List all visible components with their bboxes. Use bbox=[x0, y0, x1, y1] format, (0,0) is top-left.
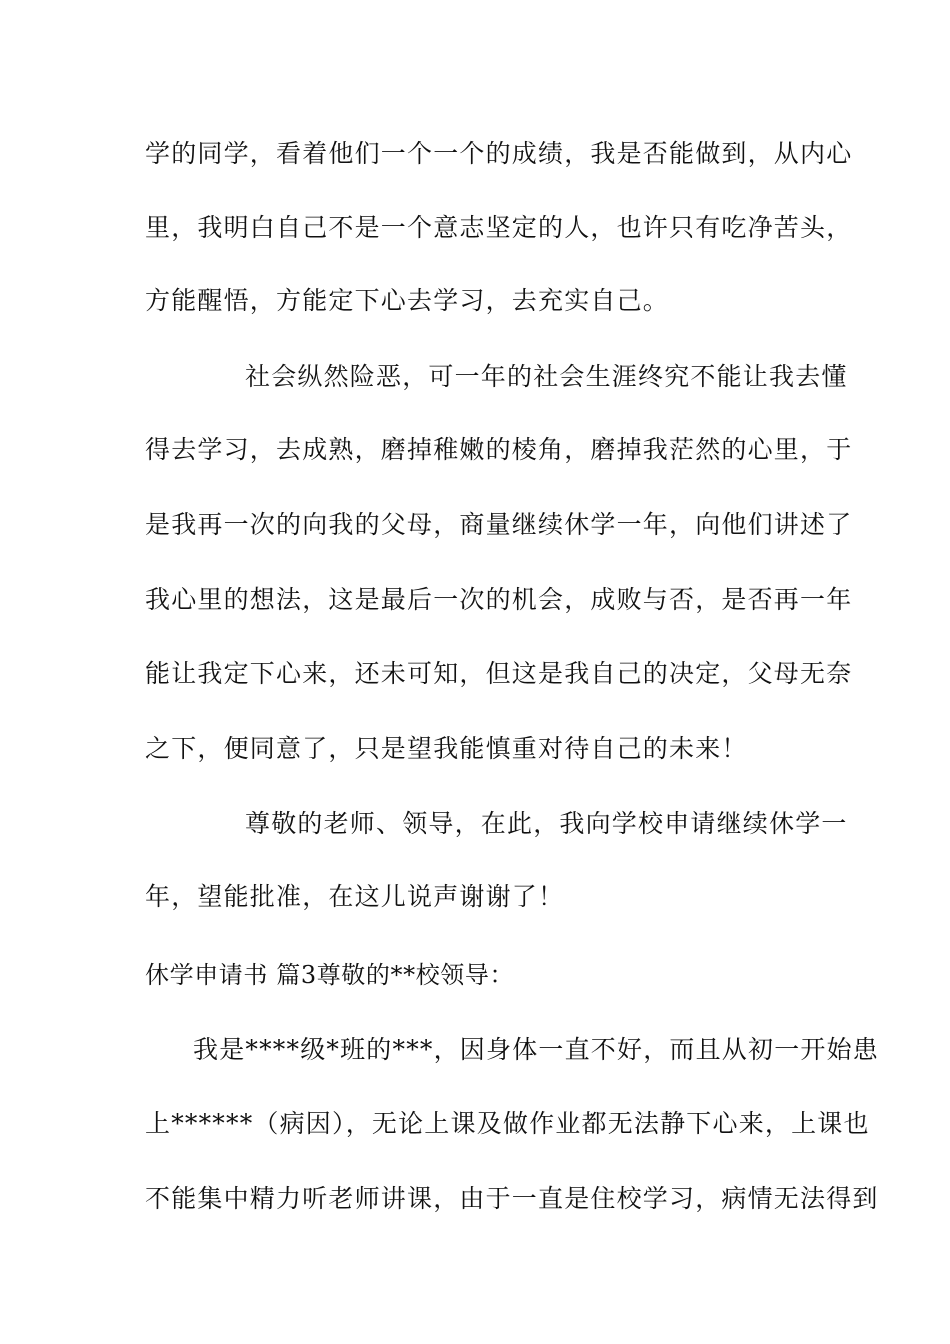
body-text-line: 方能醒悟，方能定下心去学习，去充实自己。 bbox=[145, 286, 670, 315]
body-text-line: 年，望能批准，在这儿说声谢谢了！ bbox=[145, 882, 565, 911]
paragraph-start-line: 我是****级*班的***，因身体一直不好，而且从初一开始患 bbox=[193, 1035, 880, 1064]
paragraph-start-line: 尊敬的老师、领导，在此，我向学校申请继续休学一 bbox=[245, 809, 848, 838]
body-text-line: 得去学习，去成熟，磨掉稚嫩的棱角，磨掉我茫然的心里，于 bbox=[145, 435, 853, 464]
paragraph-start-line: 社会纵然险恶，可一年的社会生涯终究不能让我去懂 bbox=[245, 362, 848, 391]
body-text-line: 里，我明白自己不是一个意志坚定的人，也许只有吃净苦头， bbox=[145, 213, 853, 242]
body-text-line: 能让我定下心来，还未可知，但这是我自己的决定，父母无奈 bbox=[145, 659, 853, 688]
body-text-line: 是我再一次的向我的父母，商量继续休学一年，向他们讲述了 bbox=[145, 510, 853, 539]
body-text-line: 之下，便同意了，只是望我能慎重对待自己的未来！ bbox=[145, 734, 748, 763]
body-text-line: 学的同学，看着他们一个一个的成绩，我是否能做到，从内心 bbox=[145, 139, 853, 168]
body-text-line: 上******（病因），无论上课及做作业都无法静下心来，上课也 bbox=[145, 1109, 870, 1138]
section-heading: 休学申请书 篇3尊敬的**校领导： bbox=[145, 961, 515, 989]
body-text-line: 不能集中精力听老师讲课，由于一直是住校学习，病情无法得到 bbox=[145, 1184, 879, 1213]
body-text-line: 我心里的想法，这是最后一次的机会，成败与否，是否再一年 bbox=[145, 585, 853, 614]
